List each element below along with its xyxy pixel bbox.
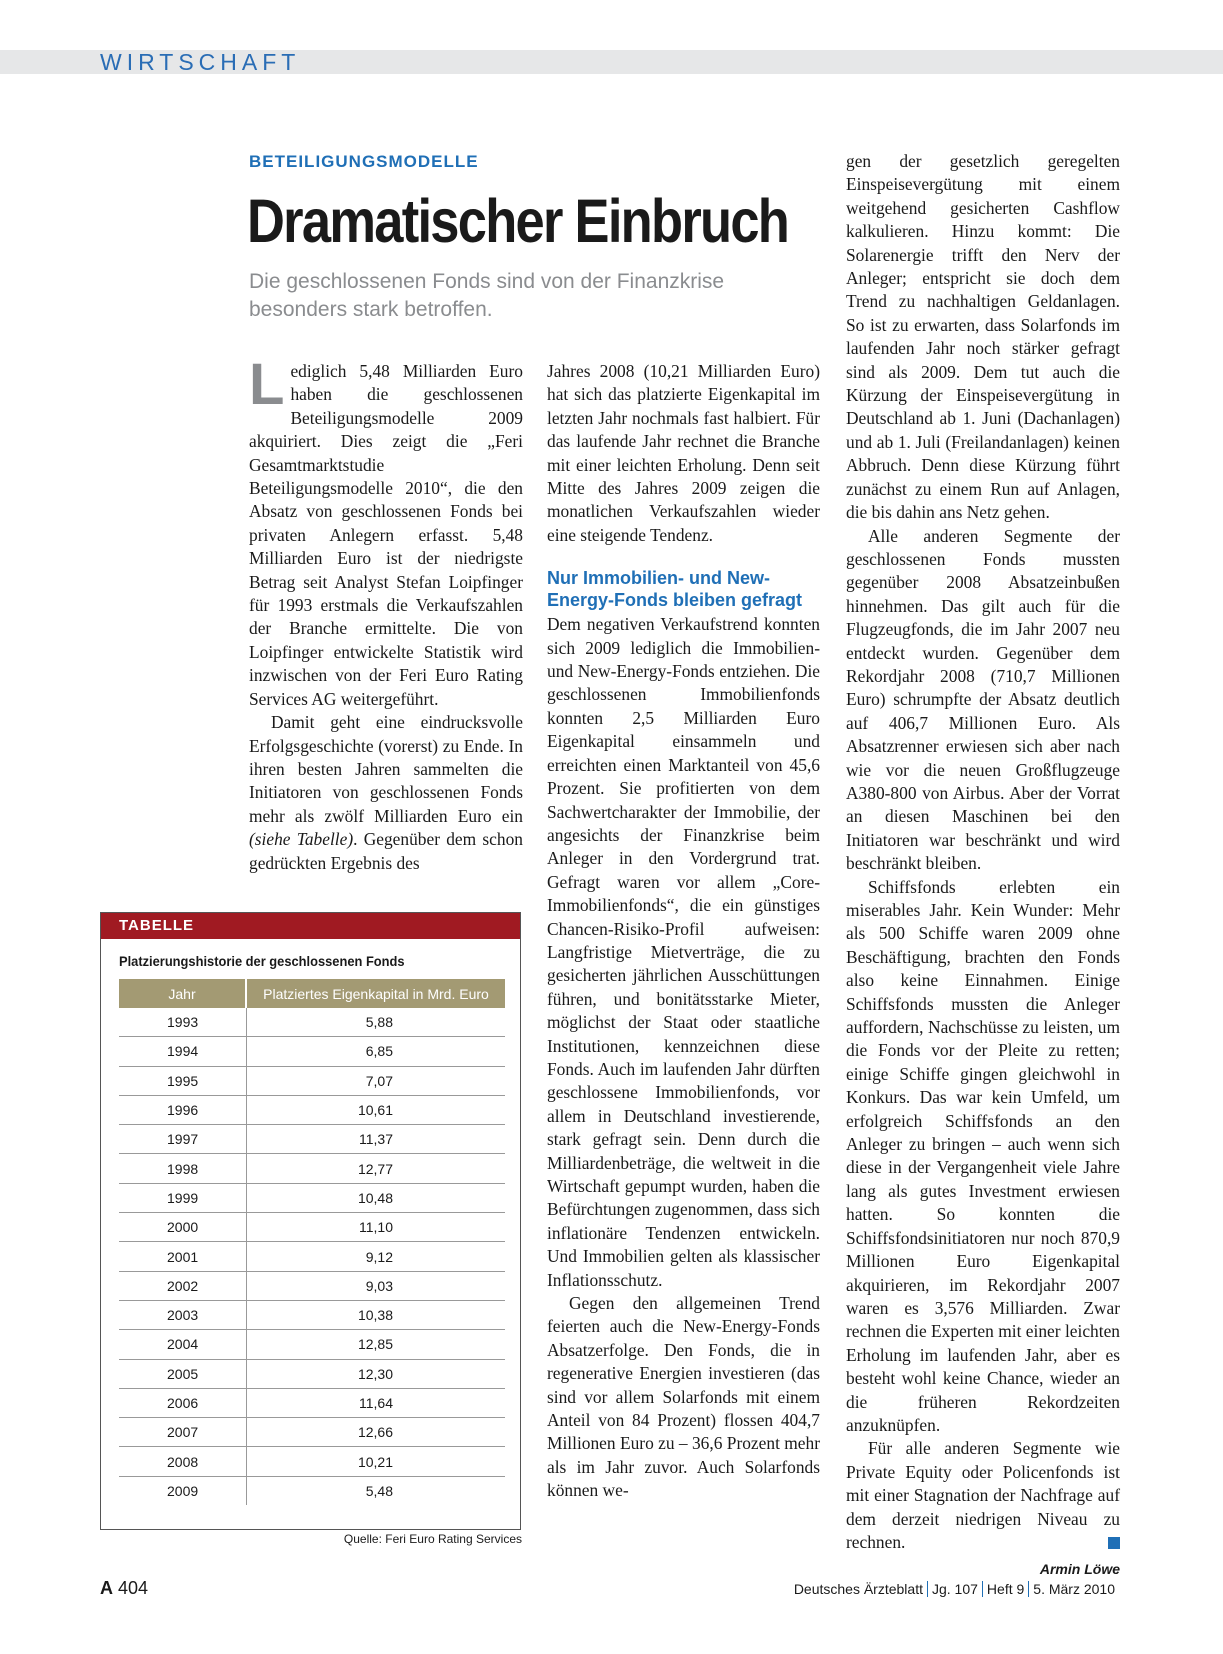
cell-year: 2008 — [119, 1447, 246, 1476]
cell-capital: 10,61 — [246, 1095, 505, 1124]
table-body — [119, 1008, 505, 1505]
table-row — [119, 1183, 505, 1212]
paragraph: Gegen den allgemeinen Trend feierten auch die New-Energy-Fonds Absatzerfolge. Den Fonds, die in regenerative Energien investieren (das sind vor allem Solarfonds mit einem Anteil von 84 Prozent) flossen 404,7 Millionen Euro zu – 36,6 Prozent mehr als im Jahr zuvor. Auch Solarfonds können we- — [547, 1293, 820, 1501]
cell-capital: 11,10 — [246, 1213, 505, 1242]
paragraph-text: . Gegenüber dem schon gedrückten Ergebnis des — [249, 829, 523, 873]
table-reference: (siehe Tabelle) — [249, 829, 354, 850]
cell-year: 2004 — [119, 1330, 246, 1359]
paragraph-text: Damit geht eine eindrucksvolle Erfolgsgeschichte (vorerst) zu Ende. In ihren besten Jahren sammelten die Initiatoren von geschlossenen Fonds mehr als zwölf Milliarden Euro ein — [249, 712, 523, 826]
cell-capital: 10,21 — [246, 1447, 505, 1476]
table-row — [119, 1300, 505, 1329]
cell-year: 1996 — [119, 1095, 246, 1124]
cell-year: 1998 — [119, 1154, 246, 1183]
page-number-value: 404 — [118, 1578, 149, 1598]
data-table — [119, 979, 505, 1505]
column-header-year: Jahr — [119, 979, 246, 1008]
cell-capital: 9,03 — [246, 1271, 505, 1300]
cell-year: 2005 — [119, 1359, 246, 1388]
article-column-3 — [846, 150, 1120, 1582]
paragraph — [846, 1437, 1120, 1554]
cell-capital: 10,48 — [246, 1183, 505, 1212]
paragraph: gen der gesetzlich geregelten Einspeisevergütung mit einem weitgehend gesicherten Cashflow kalkulieren. Hinzu kommt: Die Solarenergie trifft den Nerv der Anleger; entspricht sie doch dem Trend zu nachhaltigen Geldanlagen. So ist zu erwarten, dass Solarfonds im laufenden Jahr noch stärker gefragt sind als 2009. Dem tut auch die Kürzung der Einspeisevergütung in Deutschland ab 1. Juni (Dachanlagen) und ab 1. Juli (Freilandanlagen) keinen Abbruch. Denn diese Kürzung führt zunächst zu einem Run auf Anlagen, die bis dahin ans Netz gehen. — [846, 151, 1120, 523]
cell-year: 1995 — [119, 1066, 246, 1095]
cell-year: 2003 — [119, 1300, 246, 1329]
cell-year: 2007 — [119, 1418, 246, 1447]
page-number — [100, 1578, 148, 1599]
table-row — [119, 1008, 505, 1037]
table-row — [119, 1476, 505, 1505]
paragraph-text: Für alle anderen Segmente wie Private Equity oder Policenfonds ist mit einer Stagnation der Nachfrage auf dem derzeit niedrigen Niveau zu rechnen. — [846, 1438, 1120, 1552]
table-box — [100, 912, 521, 1530]
cell-year: 1999 — [119, 1183, 246, 1212]
paragraph: Alle anderen Segmente der geschlossenen Fonds mussten gegenüber 2008 Absatzeinbußen hinnehmen. Das gilt auch für die Flugzeugfonds, die im Jahr 2007 neu entdeckt wurden. Gegenüber dem Rekordjahr 2008 (710,7 Millionen Euro) schrumpfte der Absatz deutlich auf 406,7 Millionen Euro. Als Absatzrenner erwiesen sich aber nach wie vor die neuen Großflugzeuge A380-800 von Airbus. Aber der Vorrat an diesen Maschinen bei den Initiatoren war beschränkt und wird beschränkt bleiben. — [846, 525, 1120, 874]
cell-year: 1997 — [119, 1125, 246, 1154]
paragraph: Schiffsfonds erlebten ein miserables Jahr. Kein Wunder: Mehr als 500 Schiffe waren 2009 ohne Beschäftigung, brachten den Fonds also keine Einnahmen. Einige Schiffsfonds mussten die Anleger auffordern, Nachschüsse zu leisten, um die Fonds vor der Pleite zu retten; einige Schiffe gingen gleichwohl in Konkurs. Das war kein Umfeld, um erfolgreich Schiffsfonds an den Anleger zu bringen – auch wenn sich diese in der Vergangenheit viele Jahre lang als gutes Investment erwiesen hatten. So konnten die Schiffsfondsinitiatoren nur noch 870,9 Millionen Euro Eigenkapital akquirieren, im Rekordjahr 2007 waren es 3,576 Milliarden. Zwar rechnen die Experten mit einer leichten Erholung im laufenden Jahr, aber es besteht wohl keine Chance, wieder an die früheren Rekordzeiten anzuknüpfen. — [846, 876, 1120, 1435]
cell-year: 2009 — [119, 1476, 246, 1505]
column-header-capital: Platziertes Eigenkapital in Mrd. Euro — [246, 979, 505, 1008]
cell-capital: 12,85 — [246, 1330, 505, 1359]
issue: Heft 9 — [986, 1581, 1025, 1597]
cell-capital: 12,66 — [246, 1418, 505, 1447]
cell-capital: 5,88 — [246, 1008, 505, 1037]
article-column-2 — [547, 360, 820, 1503]
table-row — [119, 1037, 505, 1066]
author-byline: Armin Löwe — [1039, 1561, 1120, 1578]
table-row — [119, 1095, 505, 1124]
cell-capital: 6,85 — [246, 1037, 505, 1066]
paragraph: Jahres 2008 (10,21 Milliarden Euro) hat sich das platzierte Eigenkapital im letzten Jahr nochmals fast halbiert. Für das laufende Jahr rechnet die Branche mit einer leichten Erholung. Denn seit Mitte des Jahres 2009 zeigen die monatlichen Verkaufszahlen wieder eine steigende Tendenz. — [547, 361, 820, 545]
table-row — [119, 1359, 505, 1388]
separator — [927, 1581, 928, 1597]
page-prefix: A — [100, 1578, 113, 1598]
article-subhead: Die geschlossenen Fonds sind von der Finanzkrise besonders stark betroffen. — [249, 270, 725, 321]
cell-capital: 10,38 — [246, 1300, 505, 1329]
paragraph: Dem negativen Verkaufstrend konnten sich 2009 lediglich die Immobilien- und New-Energy-Fonds entziehen. Die geschlossenen Immobilienfonds konnten 2,5 Milliarden Euro Eigenkapital einsammeln und erreichten einen Marktanteil von 45,6 Prozent. Sie profitierten von dem Sachwertcharakter der Immobilie, der angesichts der Finanzkrise beim Anleger in den Vordergrund trat. Gefragt waren vor allem „Core-Immobilienfonds“, die ein günstiges Chancen-Risiko-Profil aufweisen: Langfristige Mietverträge, die zu gesicherten jährlichen Ausschüttungen führen, und bonitätsstarke Mieter, möglichst der Staat oder staatliche Institutionen, kennzeichnen diese Fonds. Auch im laufenden Jahr dürften geschlossene Immobilienfonds, vor allem in Deutschland investierende, stark gefragt sein. Denn durch die Milliardenbeträge, die weltweit in die Wirtschaft gepumpt wurden, haben die Befürchtungen zugenommen, dass sich inflationäre Tendenzen entwickeln. Und Immobilien gelten als klassischer Inflationsschutz. — [547, 614, 820, 1290]
cell-capital: 12,30 — [246, 1359, 505, 1388]
table-row — [119, 1418, 505, 1447]
article-column-1 — [249, 352, 523, 875]
cell-year: 1993 — [119, 1008, 246, 1037]
table-row — [119, 1330, 505, 1359]
table-row — [119, 1154, 505, 1183]
separator — [982, 1581, 983, 1597]
table-tag: TABELLE — [101, 913, 520, 939]
table-row — [119, 1213, 505, 1242]
cell-year: 2001 — [119, 1242, 246, 1271]
table-source: Quelle: Feri Euro Rating Services — [343, 1532, 522, 1546]
footer-publication — [794, 1581, 1115, 1597]
separator — [1028, 1581, 1029, 1597]
volume: Jg. 107 — [931, 1581, 978, 1597]
cell-capital: 5,48 — [365, 1482, 393, 1499]
article-headline: Dramatischer Einbruch — [247, 187, 789, 255]
cell-year: 1994 — [119, 1037, 246, 1066]
section-subheading: Nur Immobilien- und New-Energy-Fonds bleiben gefragt — [547, 568, 803, 611]
article-kicker: BETEILIGUNGSMODELLE — [249, 152, 479, 171]
paragraph-text: ediglich 5,48 Milliarden Euro haben die geschlossenen Beteiligungsmodelle 2009 akquiriert. Dies zeigt die „Feri Gesamtmarktstudie Beteiligungsmodelle 2010“, die den Absatz von geschlossenen Fonds bei privaten Anlegern erfasst. 5,48 Milliarden Euro ist der niedrigste Betrag seit Analyst Stefan Loipfinger für 1993 erstmals die Verkaufszahlen der Branche ermittelte. Die von Loipfinger entwickelte Statistik wird inzwischen von der Feri Euro Rating Services AG weitergeführt. — [249, 361, 523, 709]
issue-date: 5. März 2010 — [1033, 1581, 1115, 1597]
cell-year: 2002 — [119, 1271, 246, 1300]
table-header-row — [119, 979, 505, 1008]
publication-name: Deutsches Ärzteblatt — [793, 1581, 923, 1597]
paragraph — [249, 711, 523, 875]
table-row — [119, 1242, 505, 1271]
drop-cap: L — [249, 352, 285, 417]
cell-capital: 9,12 — [246, 1242, 505, 1271]
end-mark-icon — [1108, 1537, 1120, 1549]
table-row — [119, 1447, 505, 1476]
table-title: Platzierungshistorie der geschlossenen Fonds — [119, 953, 405, 969]
table-row — [119, 1271, 505, 1300]
table-row — [119, 1066, 505, 1095]
cell-capital: 12,77 — [246, 1154, 505, 1183]
table-row — [119, 1388, 505, 1417]
cell-year: 2000 — [119, 1213, 246, 1242]
table-row — [119, 1125, 505, 1154]
cell-capital: 7,07 — [246, 1066, 505, 1095]
cell-capital: 11,64 — [246, 1388, 505, 1417]
cell-capital: 11,37 — [246, 1125, 505, 1154]
cell-year: 2006 — [119, 1388, 246, 1417]
paragraph — [249, 352, 523, 711]
section-label: WIRTSCHAFT — [100, 49, 301, 75]
